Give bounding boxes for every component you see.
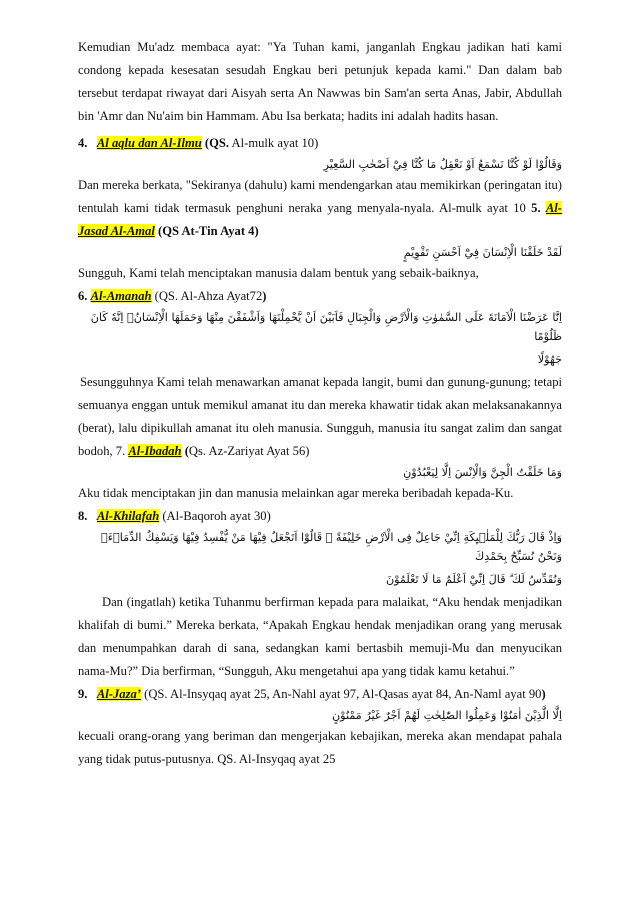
section-7-arabic: وَمَا خَلَقْتُ الْجِنَّ وَالْاِنْسَ اِلَّا لِيَعْبُدُوْنِ [403,466,562,479]
section-9-arabic: اِلَّا الَّذِيْنَ اٰمَنُوْا وَعَمِلُوا الصّٰلِحٰتِ لَهُمْ اَجْرٌ غَيْرُ مَمْنُوْنٍ [331,709,562,722]
section-6-number: 6. [78,289,88,303]
section-5-arabic: لَقَدْ خَلَقْنَا الْاِنْسَانَ فِيْٓ اَحْسَنِ تَقْوِيْمٍ [403,246,562,259]
section-8-arabic-line-2: وَنُقَدِّسُ لَكَ ۗ قَالَ اِنِّيْٓ اَعْلَمُ مَا لَا تَعْلَمُوْنَ [385,573,562,586]
section-4-translation-text: Dan mereka berkata, "Sekiranya (dahulu) kami mendengarkan atau memikirkan (peringatan itu) tentulah kami tidak termasuk penghuni neraka yang menyala-nyala. Al-mulk ayat 10 [78,178,562,215]
section-6-translation [78,371,562,463]
section-8-number: 8. [78,509,88,523]
section-6-heading [78,285,562,308]
section-9-title: Al-Jaza’ [96,687,141,701]
section-9-translation: kecuali orang-orang yang beriman dan mengerjakan kebajikan, mereka akan mendapat pahala yang tidak putus-putusnya. QS. Al-Insyqaq ayat 25 [78,729,562,766]
section-6-ref-close: ) [262,289,267,303]
intro-paragraph: Kemudian Mu'adz membaca ayat: "Ya Tuhan kami, janganlah Engkau jadikan hati kami condong kepada kesesatan sesudah Engkau beri petunjuk kepada kami." Dan dalam bab tersebut terdapat riwayat dari Aisyah serta An Nawwas bin Sam'an serta Anas, Jabir, Abdullah bin 'Amr dan Nu'aim bin Hammam. Abu Isa berkata; hadits ini adalah hadits hasan. [78,40,562,123]
section-9-number: 9. [78,687,88,701]
section-5-ref: (QS At-Tin Ayat 4) [154,224,259,238]
section-7-ref-open: ( [181,444,189,458]
section-7-translation: Aku tidak menciptakan jin dan manusia melainkan agar mereka beribadah kepada-Ku. [78,486,514,500]
section-4-title: Al aqlu dan Al-Ilmu [96,136,202,150]
section-6-arabic-line-1: اِنَّا عَرَضْنَا الْاَمَانَةَ عَلَى السَّمٰوٰتِ وَالْاَرْضِ وَالْجِبَالِ فَاَبَيْنَ اَنْ يَّحْمِلْنَهَا وَاَشْفَقْنَ مِنْهَا وَحَمَلَهَا الْاِنْسَانُۗ اِنَّهٗ كَانَ ظَلُوْمًا [90,311,562,343]
section-5-translation: Sungguh, Kami telah menciptakan manusia dalam bentuk yang sebaik-baiknya, [78,266,479,280]
section-4-ref-open: (QS. [201,136,230,150]
section-8-title: Al-Khilafah [96,509,160,523]
section-6-arabic-line-2: جَهُوْلًا [537,353,562,366]
section-9-heading [78,683,562,706]
section-4-translation [78,174,562,243]
section-4-ref: Al-mulk ayat 10) [229,136,319,150]
section-6-title: Al-Amanah [90,289,152,303]
section-9-ref: (QS. Al-Insyqaq ayat 25, An-Nahl ayat 97, Al-Qasas ayat 84, An-Naml ayat 90 [140,687,542,701]
section-8-ref: (Al-Baqoroh ayat 30) [159,509,271,523]
section-9-ref-close: ) [541,687,546,701]
section-4-number: 4. [78,136,88,150]
section-8-arabic-line-1: وَاِذْ قَالَ رَبُّكَ لِلْمَلٰۤىِٕكَةِ اِنِّيْ جَاعِلٌ فِى الْاَرْضِ خَلِيْفَةً ۗ قَالُوْٓا اَتَجْعَلُ فِيْهَا مَنْ يُّفْسِدُ فِيْهَا وَيَسْفِكُ الدِّمَاۤءَۚ وَنَحْنُ نُسَبِّحُ بِحَمْدِكَ [101,531,562,563]
section-7-ref: Qs. Az-Zariyat Ayat 56) [188,444,310,458]
section-8-translation: Dan (ingatlah) ketika Tuhanmu berfirman kepada para malaikat, “Aku hendak menjadikan khalifah di bumi.” Mereka berkata, “Apakah Engkau hendak menjadikan orang yang merusak dan menumpahkan darah di sana, sedangkan kami bertasbih memuji-Mu dan menyucikan nama-Mu?” Dia berfirman, “Sungguh, Aku mengetahui apa yang tidak kamu ketahui.” [78,595,562,678]
section-7-title: Al-Ibadah [128,444,182,458]
section-6-ref: (QS. Al-Ahza Ayat72 [151,289,263,303]
section-5-title: Al-Jasad Al-Amal [78,201,562,238]
section-8-heading [78,505,562,528]
section-4-arabic: وَقَالُوْا لَوْ كُنَّا نَسْمَعُ اَوْ نَعْقِلُ مَا كُنَّا فِيْٓ اَصْحٰبِ السَّعِيْرِ [323,158,562,171]
document-page [78,36,562,771]
section-4-heading [78,132,562,155]
section-5-number: 5. [531,201,541,215]
section-6-translation-text: Sesungguhnya Kami telah menawarkan amanat kepada langit, bumi dan gunung-gunung; tetapi semuanya enggan untuk memikul amanat itu dan mereka khawatir tidak akan melaksanakannya (berat), lalu dipikullah amanat itu oleh manusia. Sungguh, manusia itu sangat zalim dan sangat bodoh, 7. [78,375,562,458]
